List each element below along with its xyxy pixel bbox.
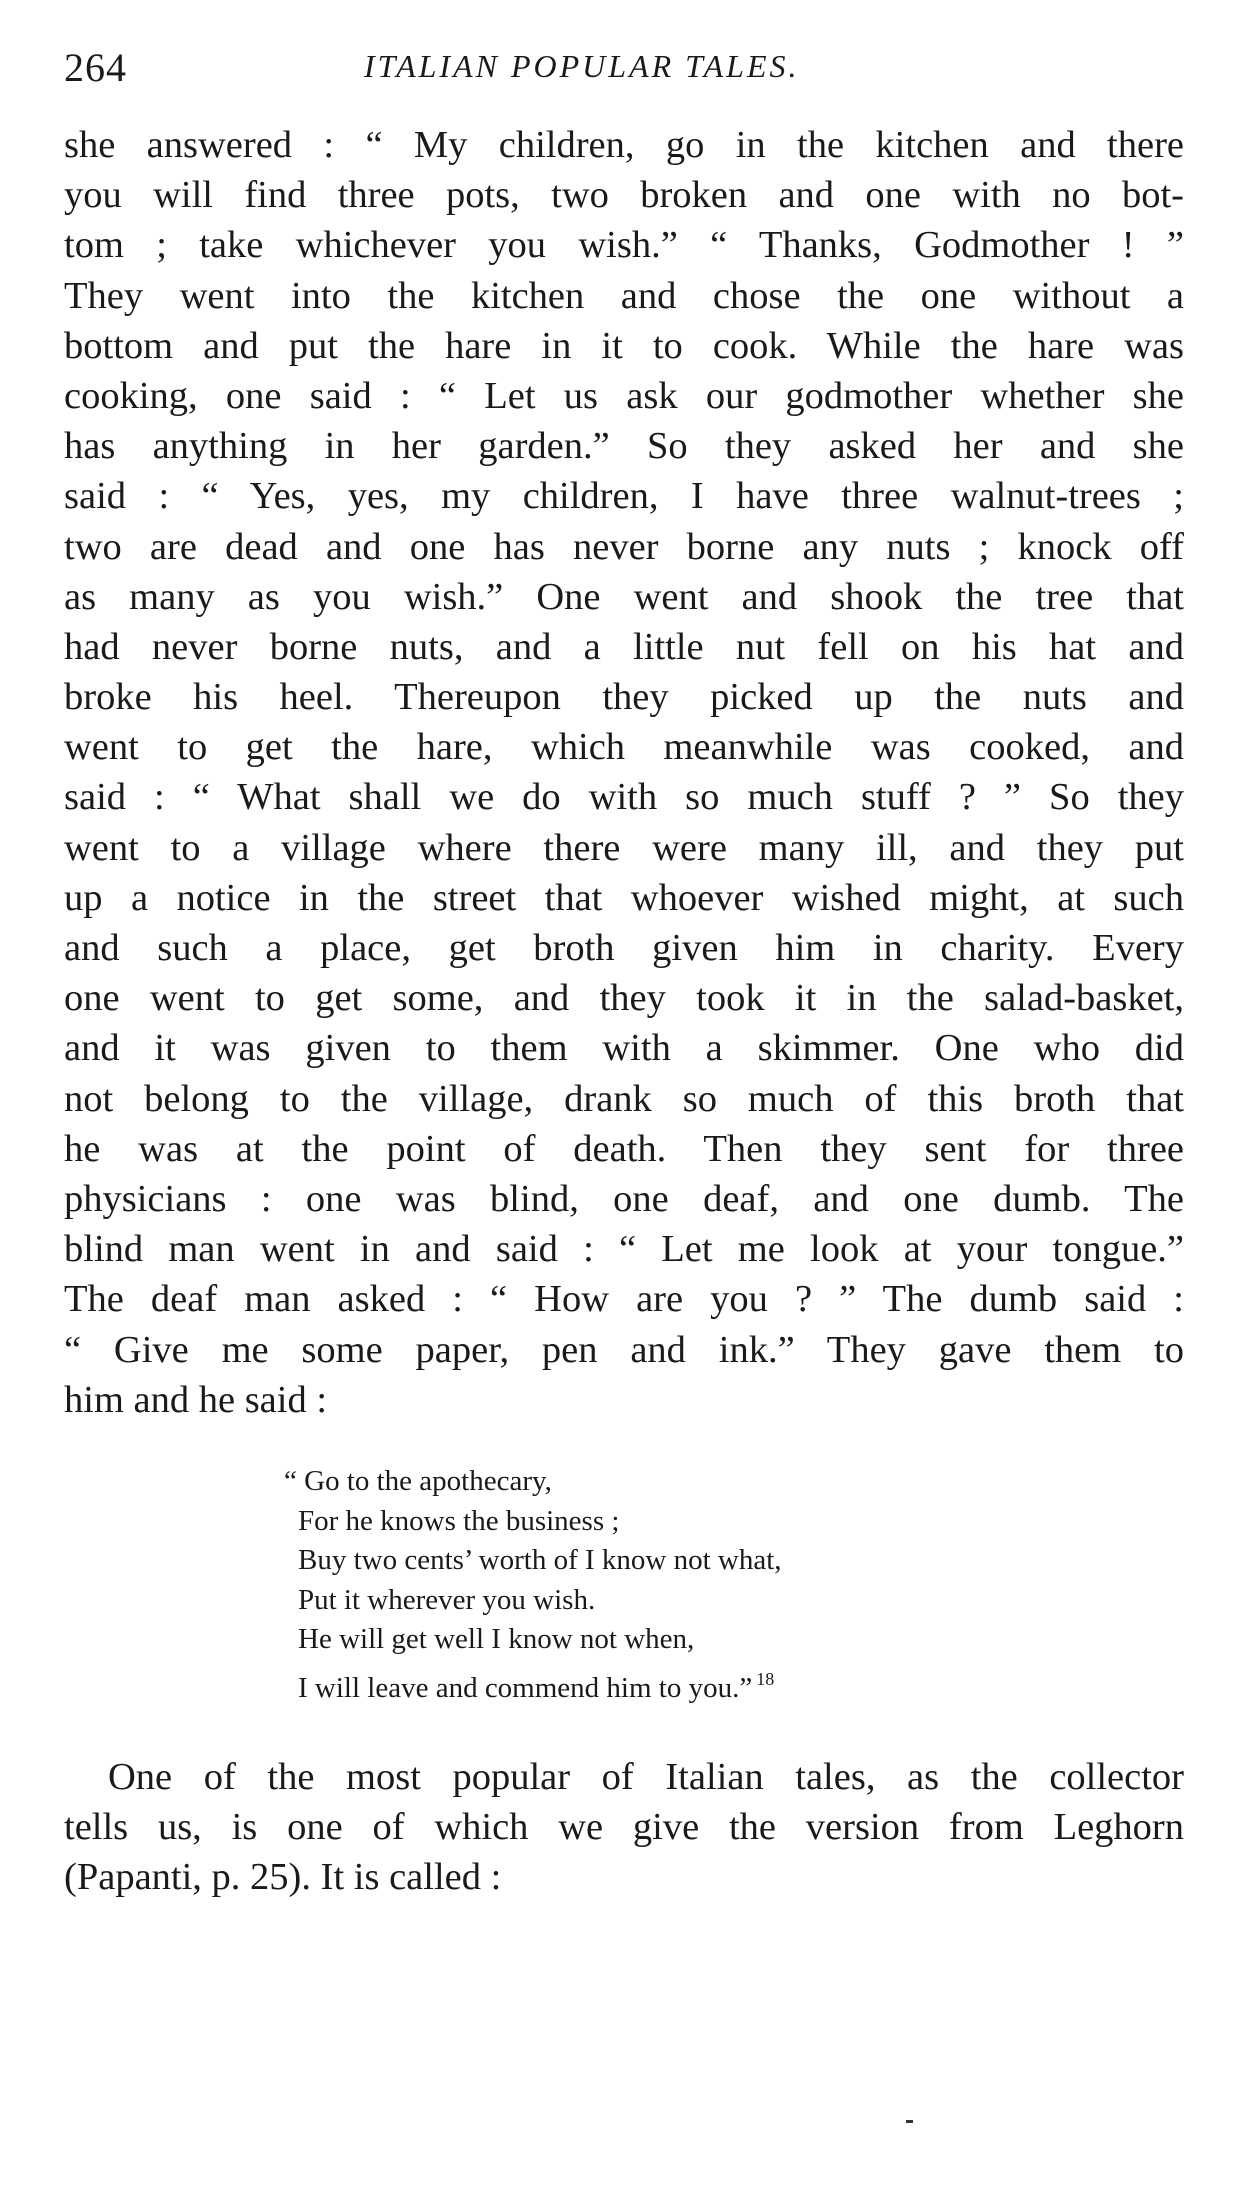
text-line: tom ; take whichever you wish.” “ Thanks, Godmother ! ” xyxy=(64,224,1184,267)
text-line: said : “ What shall we do with so much stuff ? ” So they xyxy=(64,776,1184,819)
verse-line: Buy two cents’ worth of I know not what, xyxy=(298,1544,782,1577)
footnote-reference: 18 xyxy=(756,1668,775,1689)
text-line: up a notice in the street that whoever wished might, at such xyxy=(64,876,1184,919)
text-line: “ Give me some paper, pen and ink.” They gave them to xyxy=(64,1328,1184,1371)
verse-line-text: I will leave and commend him to you.” xyxy=(298,1671,753,1704)
text-line: The deaf man asked : “ How are you ? ” The dumb said : xyxy=(64,1278,1184,1321)
running-title: ITALIAN POPULAR TALES. xyxy=(364,48,800,84)
text-line: blind man went in and said : “ Let me look at your tongue.” xyxy=(64,1228,1184,1271)
text-line: and such a place, get broth given him in charity. Every xyxy=(64,927,1184,969)
print-speck xyxy=(906,2120,913,2123)
text-line: not belong to the village, drank so much of this broth that xyxy=(64,1077,1184,1120)
text-line: she answered : “ My children, go in the kitchen and there xyxy=(64,124,1184,166)
verse-line: For he knows the business ; xyxy=(298,1504,620,1537)
text-line: went to a village where there were many ill, and they put xyxy=(64,826,1184,869)
text-line: one went to get some, and they took it in the salad-basket, xyxy=(64,977,1184,1020)
text-line: has anything in her garden.” So they asked her and she xyxy=(64,425,1184,468)
text-line: broke his heel. Thereupon they picked up the nuts and xyxy=(64,676,1184,719)
text-line: said : “ Yes, yes, my children, I have three walnut-trees ; xyxy=(64,475,1184,518)
verse-line-last xyxy=(284,1660,782,1704)
text-line: (Papanti, p. 25). It is called : xyxy=(64,1856,502,1899)
text-line: tells us, is one of which we give the version from Leghorn xyxy=(64,1806,1184,1849)
text-line: cooking, one said : “ Let us ask our godmother whether she xyxy=(64,374,1184,417)
page-number: 264 xyxy=(64,45,127,90)
verse-line: Put it wherever you wish. xyxy=(298,1583,596,1616)
text-line: he was at the point of death. Then they sent for three xyxy=(64,1127,1184,1170)
verse-line: “ Go to the apothecary, xyxy=(284,1465,552,1497)
main-paragraph xyxy=(64,120,1184,1425)
text-line: One of the most popular of Italian tales, as the collector xyxy=(108,1756,1184,1798)
text-line: and it was given to them with a skimmer. One who did xyxy=(64,1027,1184,1070)
verse-block xyxy=(284,1462,782,1704)
text-line: physicians : one was blind, one deaf, and one dumb. The xyxy=(64,1177,1184,1220)
page-header xyxy=(64,40,1184,100)
text-line: went to get the hare, which meanwhile was cooked, and xyxy=(64,726,1184,769)
text-line: two are dead and one has never borne any nuts ; knock off xyxy=(64,525,1184,568)
text-line: you will find three pots, two broken and one with no bot- xyxy=(64,174,1184,217)
verse-line: He will get well I know not when, xyxy=(298,1623,695,1656)
text-line: They went into the kitchen and chose the one without a xyxy=(64,274,1184,317)
text-line: him and he said : xyxy=(64,1378,328,1421)
text-line: had never borne nuts, and a little nut fell on his hat and xyxy=(64,625,1184,668)
text-line: as many as you wish.” One went and shook the tree that xyxy=(64,575,1184,618)
text-line: bottom and put the hare in it to cook. While the hare was xyxy=(64,324,1184,367)
closing-paragraph xyxy=(64,1752,1184,1903)
